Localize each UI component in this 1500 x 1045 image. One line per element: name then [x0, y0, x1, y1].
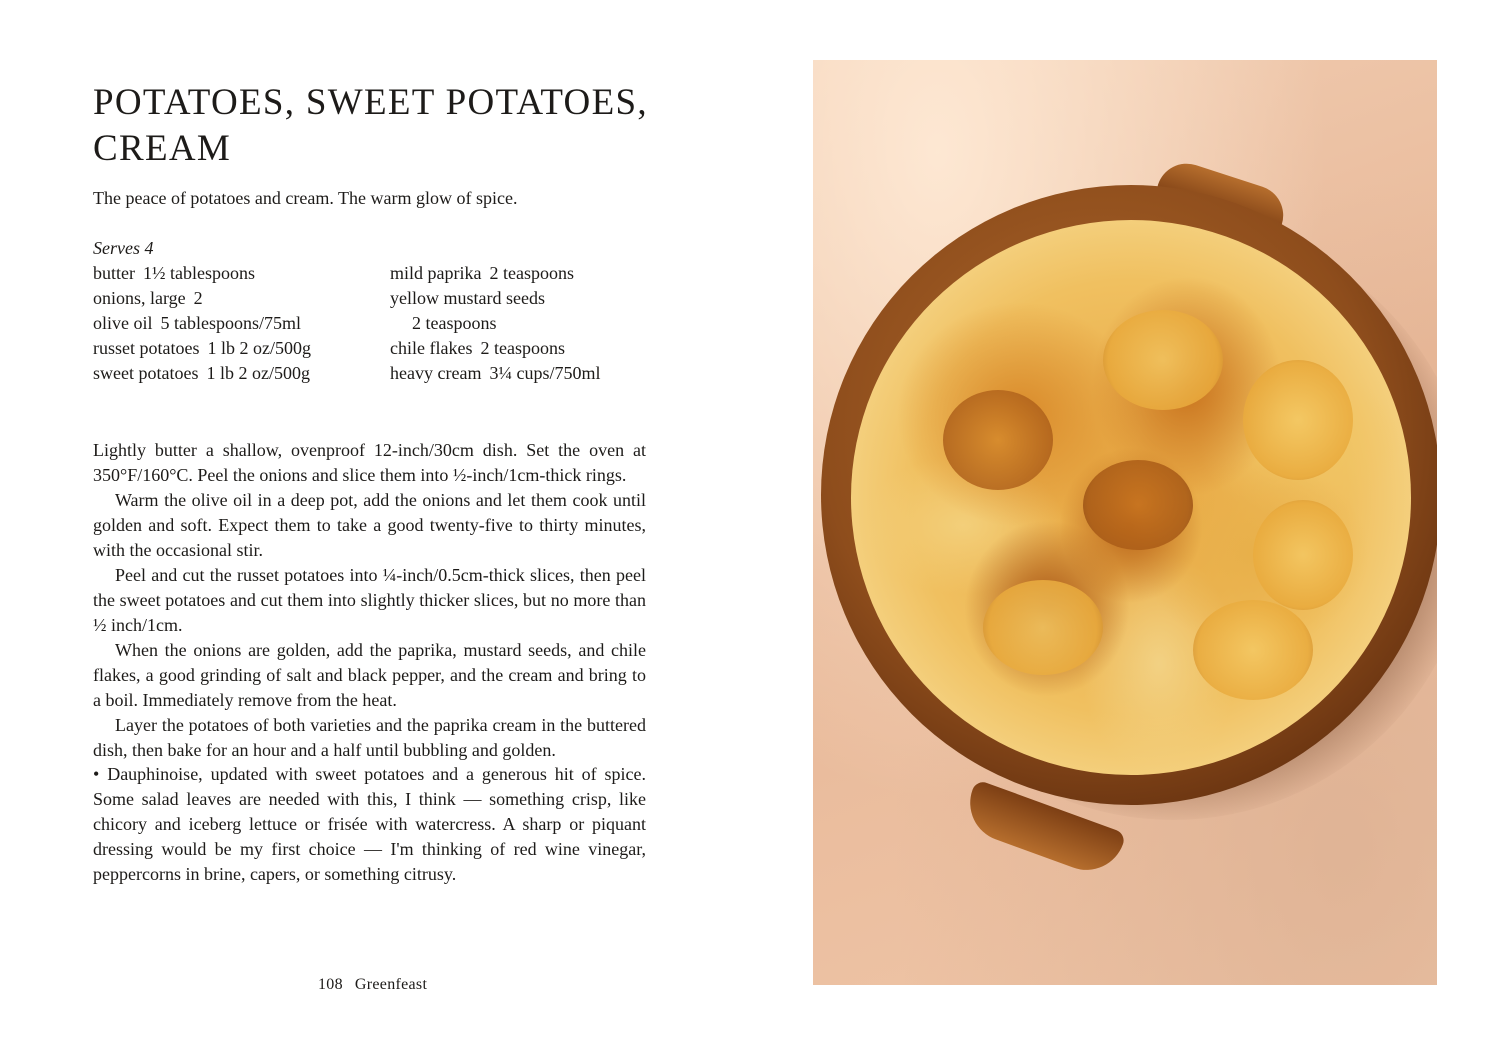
method-paragraph: Warm the olive oil in a deep pot, add the onions and let them cook until golden and soft. Expect them to take a good twenty-five to thirty minutes, with the occasional stir. [93, 490, 646, 560]
ingredient-line [390, 311, 653, 336]
potato-slice [983, 580, 1103, 675]
page-number: 108 [318, 976, 343, 993]
ingredient-qty: 5 tablespoons/75ml [160, 313, 301, 333]
ingredient-name: russet potatoes [93, 338, 200, 358]
potato-slice [1193, 600, 1313, 700]
book-title: Greenfeast [354, 976, 428, 993]
ingredient-qty: 2 teaspoons [489, 263, 574, 283]
ingredient-line [93, 261, 390, 286]
ingredient-qty: 2 [193, 288, 203, 308]
ingredient-name: olive oil [93, 313, 153, 333]
recipe-title: POTATOES, SWEET POTATOES, CREAM [93, 82, 648, 169]
ingredients-block [93, 236, 653, 386]
ingredient-line [93, 361, 390, 386]
method-paragraph: Peel and cut the russet potatoes into ¼-inch/0.5cm-thick slices, then peel the sweet potatoes and cut them into slightly thicker slices, but no more than ½ inch/1cm. [93, 565, 646, 635]
ingredient-line [390, 261, 653, 286]
ingredient-line [93, 286, 390, 311]
potato-slice [1253, 500, 1353, 610]
serves-label: Serves 4 [93, 238, 154, 258]
method-text [93, 438, 646, 763]
potato-slice [1103, 310, 1223, 410]
ingredient-name: yellow mustard seeds [390, 288, 545, 308]
ingredient-line [390, 286, 653, 311]
method-paragraph: Lightly butter a shallow, ovenproof 12-inch/30cm dish. Set the oven at 350°F/160°C. Peel the onions and slice them into ½-inch/1cm-thick rings. [93, 440, 646, 485]
ingredient-qty: 2 teaspoons [412, 313, 497, 333]
ingredient-line [93, 336, 390, 361]
gratin-photo [813, 60, 1437, 985]
ingredient-name: onions, large [93, 288, 186, 308]
method-paragraph: Layer the potatoes of both varieties and the paprika cream in the buttered dish, then bake for an hour and a half until bubbling and golden. [93, 715, 646, 760]
method-paragraph: When the onions are golden, add the paprika, mustard seeds, and chile flakes, a good grinding of salt and black pepper, and the cream and bring to a boil. Immediately remove from the heat. [93, 640, 646, 710]
ingredient-name: sweet potatoes [93, 363, 199, 383]
ingredient-name: chile flakes [390, 338, 473, 358]
ingredient-qty: 3¼ cups/750ml [489, 363, 601, 383]
browned-crust [1083, 460, 1193, 550]
recipe-intro: The peace of potatoes and cream. The warm glow of spice. [93, 188, 518, 208]
ingredient-name: mild paprika [390, 263, 482, 283]
potato-slice [1243, 360, 1353, 480]
ingredient-qty: 2 teaspoons [480, 338, 565, 358]
page-footer [318, 974, 427, 996]
ingredients-right-column [390, 261, 653, 386]
ingredient-name: butter [93, 263, 135, 283]
ingredient-qty: 1 lb 2 oz/500g [206, 363, 310, 383]
ingredient-qty: 1 lb 2 oz/500g [207, 338, 311, 358]
browned-crust [943, 390, 1053, 490]
ingredient-qty: 1½ tablespoons [143, 263, 255, 283]
ingredient-name: heavy cream [390, 363, 482, 383]
ingredient-line [390, 336, 653, 361]
ingredients-left-column [93, 261, 390, 386]
ingredient-line [93, 311, 390, 336]
ingredient-line [390, 361, 653, 386]
recipe-note: • Dauphinoise, updated with sweet potatoes and a generous hit of spice. Some salad leaves are needed with this, I think — something crisp, like chicory and iceberg lettuce or frisée with watercress. A sharp or piquant dressing would be my first choice — I'm thinking of red wine vinegar, peppercorns in brine, capers, or something citrusy. [93, 764, 646, 884]
